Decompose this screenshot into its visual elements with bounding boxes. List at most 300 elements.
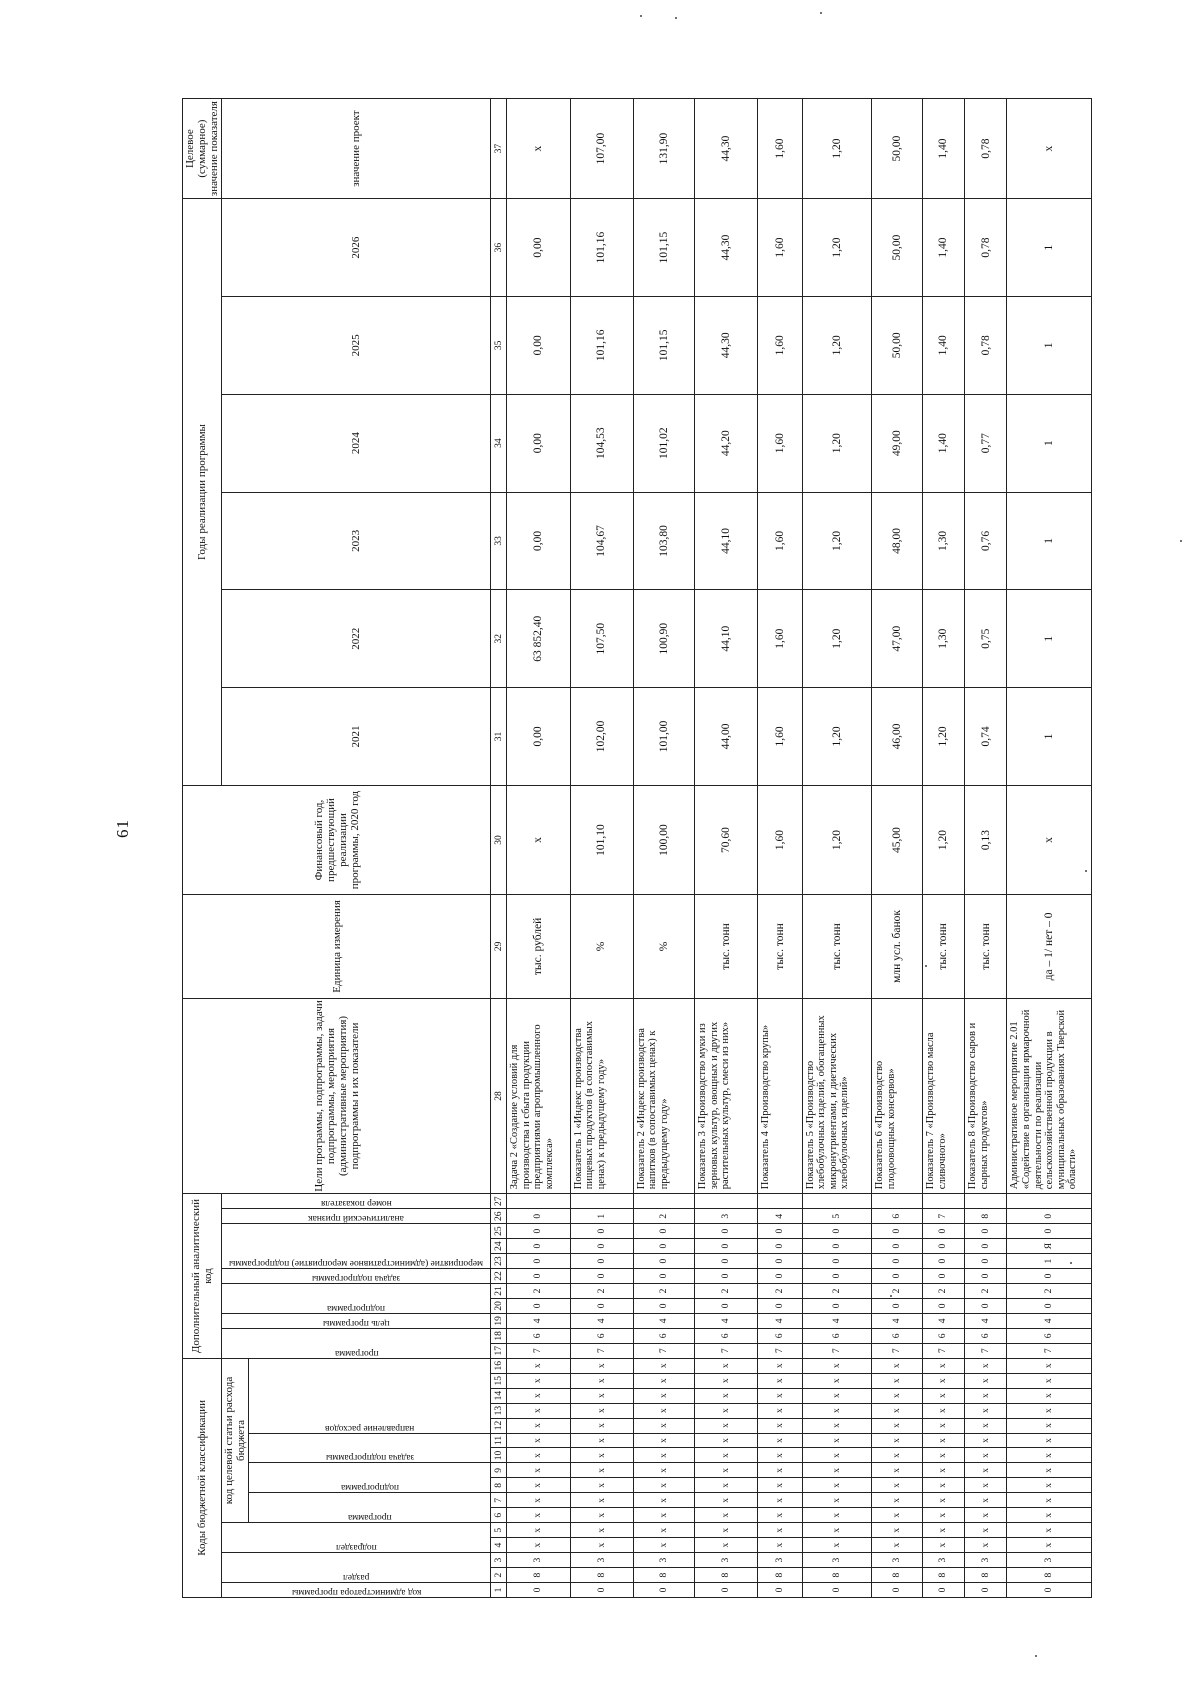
code-cell: 0 xyxy=(872,1239,923,1254)
indicators-table-rotated xyxy=(182,98,1092,1598)
code-cell: x xyxy=(1007,1523,1092,1538)
code-cell: x xyxy=(965,1463,1007,1478)
row-year-value: 44,20 xyxy=(695,394,758,492)
table-row xyxy=(633,99,694,1598)
row-year-value: 101,15 xyxy=(633,199,694,297)
code-cell-27 xyxy=(570,1194,633,1209)
header-row xyxy=(183,99,222,1598)
code-cell: x xyxy=(570,1358,633,1373)
code-cell: 0 xyxy=(507,1269,570,1284)
code-cell: x xyxy=(633,1448,694,1463)
row-year-value: 1,40 xyxy=(923,296,965,394)
row-year-value: 1,60 xyxy=(758,688,802,786)
code-cell: 0 xyxy=(570,1254,633,1269)
code-cell: x xyxy=(923,1433,965,1448)
code-cell: 0 xyxy=(570,1583,633,1598)
code-cell: x xyxy=(872,1508,923,1523)
code-cell: 7 xyxy=(570,1343,633,1358)
column-number: 28 xyxy=(491,998,507,1194)
code-cell: x xyxy=(1007,1418,1092,1433)
code-cell: x xyxy=(633,1508,694,1523)
code-cell: x xyxy=(965,1493,1007,1508)
row-unit: тыс. тонн xyxy=(923,895,965,999)
code-cell: x xyxy=(923,1403,965,1418)
row-description: Показатель 3 «Производство муки из зерновых культур, овощных и других растительных культур, смеси из них» xyxy=(695,998,758,1194)
code-cell: 0 xyxy=(965,1224,1007,1239)
code-cell: x xyxy=(872,1388,923,1403)
row-base-value: 1,20 xyxy=(802,785,872,894)
code-cell: 3 xyxy=(872,1553,923,1568)
code-cell: 0 xyxy=(758,1224,802,1239)
code-cell: x xyxy=(965,1403,1007,1418)
table-row xyxy=(695,99,758,1598)
code-cell: 0 xyxy=(965,1583,1007,1598)
code-cell: x xyxy=(570,1493,633,1508)
code-cell: 8 xyxy=(758,1568,802,1583)
code-cell: 2 xyxy=(965,1283,1007,1298)
row-year-value: 1,20 xyxy=(802,199,872,297)
header-target-group: Целевое (суммарное) значение показателя xyxy=(183,99,222,199)
row-year-value: 101,00 xyxy=(633,688,694,786)
column-number: 8 xyxy=(491,1478,507,1493)
code-cell: 0 xyxy=(923,1583,965,1598)
row-year-value: 0,00 xyxy=(507,296,570,394)
code-cell: x xyxy=(872,1478,923,1493)
code-cell: 6 xyxy=(570,1328,633,1343)
code-cell: x xyxy=(507,1448,570,1463)
column-number: 31 xyxy=(491,688,507,786)
code-cell: x xyxy=(695,1373,758,1388)
row-target-value: 0,78 xyxy=(965,99,1007,199)
code-cell: x xyxy=(1007,1478,1092,1493)
row-year-value: 1,60 xyxy=(758,199,802,297)
code-cell: 4 xyxy=(802,1313,872,1328)
code-cell: 6 xyxy=(965,1328,1007,1343)
code-cell: x xyxy=(1007,1403,1092,1418)
code-cell: 2 xyxy=(570,1283,633,1298)
header-kcsr: код целевой статьи расхода бюджета xyxy=(222,1358,249,1522)
code-cell: x xyxy=(965,1508,1007,1523)
row-year-value: 44,30 xyxy=(695,296,758,394)
code-cell: 7 xyxy=(923,1343,965,1358)
column-number: 1 xyxy=(491,1583,507,1598)
table-row xyxy=(1007,99,1092,1598)
code-cell: x xyxy=(758,1463,802,1478)
code-cell: x xyxy=(507,1538,570,1553)
row-description: Показатель 5 «Производство хлебобулочных изделий, обогащенных микронутриентами, и диетических хлебобулочных изделий» xyxy=(802,998,872,1194)
row-year-value: 44,00 xyxy=(695,688,758,786)
code-cell: 7 xyxy=(965,1343,1007,1358)
code-cell: 4 xyxy=(507,1313,570,1328)
header-codes-bk: Коды бюджетной классификации xyxy=(183,1358,222,1597)
code-cell: 0 xyxy=(923,1269,965,1284)
code-cell: 3 xyxy=(758,1553,802,1568)
header-dop-podprogramma: подпрограмма xyxy=(222,1283,491,1313)
code-cell: x xyxy=(923,1508,965,1523)
code-cell: x xyxy=(633,1388,694,1403)
code-cell: 0 xyxy=(923,1239,965,1254)
code-cell: x xyxy=(507,1493,570,1508)
row-target-value: 1,40 xyxy=(923,99,965,199)
header-razdel: раздел xyxy=(222,1553,491,1583)
code-cell: 8 xyxy=(965,1568,1007,1583)
row-year-value: 1,20 xyxy=(923,688,965,786)
code-cell: 1 xyxy=(570,1209,633,1224)
code-cell: 0 xyxy=(1007,1583,1092,1598)
code-cell: 0 xyxy=(507,1254,570,1269)
code-cell: x xyxy=(633,1538,694,1553)
column-number: 7 xyxy=(491,1493,507,1508)
column-number: 19 xyxy=(491,1313,507,1328)
column-number: 36 xyxy=(491,199,507,297)
row-year-value: 100,90 xyxy=(633,590,694,688)
header-year: 2022 xyxy=(222,590,491,688)
row-year-value: 107,50 xyxy=(570,590,633,688)
row-target-value: 1,60 xyxy=(758,99,802,199)
code-cell: 7 xyxy=(923,1209,965,1224)
column-number: 2 xyxy=(491,1568,507,1583)
code-cell: 0 xyxy=(570,1269,633,1284)
row-year-value: 101,02 xyxy=(633,394,694,492)
code-cell: x xyxy=(802,1403,872,1418)
code-cell-27 xyxy=(1007,1194,1092,1209)
scan-speck xyxy=(820,12,822,14)
code-cell: x xyxy=(1007,1358,1092,1373)
code-cell: 8 xyxy=(923,1568,965,1583)
row-description: Показатель 7 «Производство масла сливочного» xyxy=(923,998,965,1194)
code-cell: 8 xyxy=(507,1568,570,1583)
code-cell: x xyxy=(1007,1433,1092,1448)
code-cell-27 xyxy=(923,1194,965,1209)
code-cell: x xyxy=(923,1373,965,1388)
header-row xyxy=(491,99,507,1598)
table-row xyxy=(570,99,633,1598)
code-cell: 0 xyxy=(695,1239,758,1254)
code-cell: 0 xyxy=(570,1298,633,1313)
code-cell: x xyxy=(802,1448,872,1463)
column-number: 23 xyxy=(491,1254,507,1269)
header-dop-priznak: аналитический признак xyxy=(222,1209,491,1224)
column-number: 13 xyxy=(491,1403,507,1418)
code-cell: 6 xyxy=(1007,1328,1092,1343)
code-cell: x xyxy=(1007,1463,1092,1478)
scan-speck xyxy=(1035,1655,1037,1657)
code-cell: x xyxy=(965,1523,1007,1538)
row-description: Задача 2 «Создание условий для производства и сбыта продукции предприятиями агропромышленного комплекса» xyxy=(507,998,570,1194)
code-cell: 2 xyxy=(923,1283,965,1298)
code-cell: 0 xyxy=(758,1254,802,1269)
code-cell: 0 xyxy=(758,1239,802,1254)
column-number: 6 xyxy=(491,1508,507,1523)
code-cell: 6 xyxy=(633,1328,694,1343)
code-cell: x xyxy=(965,1448,1007,1463)
code-cell: x xyxy=(758,1403,802,1418)
scan-speck xyxy=(640,15,642,17)
code-cell: x xyxy=(570,1403,633,1418)
code-cell: x xyxy=(758,1478,802,1493)
row-year-value: 1,60 xyxy=(758,492,802,590)
code-cell: x xyxy=(633,1358,694,1373)
column-number: 15 xyxy=(491,1373,507,1388)
row-base-value: 101,10 xyxy=(570,785,633,894)
row-year-value: 44,30 xyxy=(695,199,758,297)
code-cell: x xyxy=(633,1523,694,1538)
header-zadacha-podprogrammy: задача подпрограммы xyxy=(248,1433,491,1463)
code-cell: x xyxy=(758,1493,802,1508)
code-cell: x xyxy=(923,1523,965,1538)
code-cell: x xyxy=(802,1358,872,1373)
row-unit: да – 1/ нет – 0 xyxy=(1007,895,1092,999)
code-cell: 0 xyxy=(1007,1224,1092,1239)
code-cell: x xyxy=(633,1433,694,1448)
column-number: 18 xyxy=(491,1328,507,1343)
header-goals: Цели программы, подпрограммы, задачи подпрограммы, мероприятия (административные мероприятия) подпрограммы и их показатели xyxy=(183,998,491,1194)
column-number: 9 xyxy=(491,1463,507,1478)
header-podprogramma: подпрограмма xyxy=(248,1463,491,1493)
code-cell: x xyxy=(872,1493,923,1508)
code-cell: x xyxy=(872,1448,923,1463)
row-year-value: 1,60 xyxy=(758,590,802,688)
code-cell: 0 xyxy=(507,1239,570,1254)
header-admin-code: код администратора программы xyxy=(222,1583,491,1598)
header-dop-zadacha: задача подпрограммы xyxy=(222,1269,491,1284)
code-cell: 2 xyxy=(633,1209,694,1224)
column-number: 20 xyxy=(491,1298,507,1313)
code-cell: 0 xyxy=(965,1298,1007,1313)
code-cell: 1 xyxy=(1007,1254,1092,1269)
row-year-value: 1,60 xyxy=(758,394,802,492)
code-cell: 4 xyxy=(758,1313,802,1328)
code-cell: 0 xyxy=(1007,1209,1092,1224)
code-cell: x xyxy=(872,1538,923,1553)
row-description: Показатель 8 «Производство сыров и сырных продуктов» xyxy=(965,998,1007,1194)
column-number: 16 xyxy=(491,1358,507,1373)
row-description: Показатель 4 «Производство крупы» xyxy=(758,998,802,1194)
code-cell: x xyxy=(802,1478,872,1493)
code-cell: x xyxy=(570,1538,633,1553)
row-year-value: 104,67 xyxy=(570,492,633,590)
code-cell: 3 xyxy=(802,1553,872,1568)
row-base-value: x xyxy=(507,785,570,894)
column-number: 22 xyxy=(491,1269,507,1284)
code-cell: x xyxy=(633,1418,694,1433)
row-description: Показатель 6 «Производство плодоовощных консервов» xyxy=(872,998,923,1194)
code-cell: 0 xyxy=(802,1254,872,1269)
code-cell: 2 xyxy=(872,1283,923,1298)
code-cell: x xyxy=(965,1358,1007,1373)
code-cell: x xyxy=(872,1373,923,1388)
code-cell: 4 xyxy=(1007,1313,1092,1328)
table-row xyxy=(802,99,872,1598)
row-base-value: 0,13 xyxy=(965,785,1007,894)
row-unit: тыс. тонн xyxy=(758,895,802,999)
row-base-value: 1,60 xyxy=(758,785,802,894)
header-dop-cel: цель программы xyxy=(222,1313,491,1328)
code-cell: 8 xyxy=(872,1568,923,1583)
code-cell: x xyxy=(923,1448,965,1463)
code-cell: x xyxy=(872,1403,923,1418)
row-year-value: 1 xyxy=(1007,199,1092,297)
row-year-value: 101,15 xyxy=(633,296,694,394)
code-cell: 2 xyxy=(695,1283,758,1298)
code-cell: x xyxy=(570,1388,633,1403)
header-dop-meropriyatie: мероприятие (административное мероприятие) подпрограммы xyxy=(222,1224,491,1269)
row-year-value: 1,30 xyxy=(923,590,965,688)
code-cell: x xyxy=(872,1433,923,1448)
row-year-value: 1 xyxy=(1007,688,1092,786)
code-cell: 0 xyxy=(695,1298,758,1313)
scan-speck xyxy=(925,965,927,967)
row-year-value: 101,16 xyxy=(570,199,633,297)
code-cell: x xyxy=(802,1493,872,1508)
code-cell: x xyxy=(758,1358,802,1373)
code-cell: x xyxy=(695,1538,758,1553)
row-year-value: 0,00 xyxy=(507,199,570,297)
column-number: 10 xyxy=(491,1448,507,1463)
row-year-value: 46,00 xyxy=(872,688,923,786)
code-cell: x xyxy=(633,1478,694,1493)
code-cell: 0 xyxy=(695,1254,758,1269)
row-year-value: 101,16 xyxy=(570,296,633,394)
code-cell: 0 xyxy=(923,1254,965,1269)
code-cell: 6 xyxy=(758,1328,802,1343)
code-cell: x xyxy=(758,1433,802,1448)
code-cell: 0 xyxy=(923,1224,965,1239)
row-year-value: 50,00 xyxy=(872,296,923,394)
code-cell: 7 xyxy=(633,1343,694,1358)
code-cell-27 xyxy=(758,1194,802,1209)
code-cell: 2 xyxy=(633,1283,694,1298)
code-cell: x xyxy=(633,1373,694,1388)
code-cell: 6 xyxy=(872,1328,923,1343)
code-cell-27 xyxy=(802,1194,872,1209)
row-year-value: 48,00 xyxy=(872,492,923,590)
code-cell: x xyxy=(872,1358,923,1373)
code-cell: x xyxy=(1007,1388,1092,1403)
code-cell-27 xyxy=(872,1194,923,1209)
row-year-value: 1,20 xyxy=(802,688,872,786)
code-cell-27 xyxy=(633,1194,694,1209)
header-year: 2021 xyxy=(222,688,491,786)
code-cell: 0 xyxy=(923,1298,965,1313)
code-cell: x xyxy=(923,1538,965,1553)
code-cell: x xyxy=(507,1463,570,1478)
code-cell: 7 xyxy=(507,1343,570,1358)
code-cell: 3 xyxy=(695,1209,758,1224)
code-cell: 0 xyxy=(965,1239,1007,1254)
code-cell: 0 xyxy=(695,1224,758,1239)
code-cell: x xyxy=(570,1478,633,1493)
code-cell: 5 xyxy=(802,1209,872,1224)
code-cell: x xyxy=(633,1463,694,1478)
code-cell: 0 xyxy=(872,1269,923,1284)
code-cell: x xyxy=(1007,1508,1092,1523)
code-cell: 0 xyxy=(633,1239,694,1254)
code-cell: 0 xyxy=(872,1583,923,1598)
row-target-value: x xyxy=(507,99,570,199)
code-cell-27 xyxy=(965,1194,1007,1209)
code-cell-27 xyxy=(695,1194,758,1209)
row-year-value: 1,40 xyxy=(923,199,965,297)
table-row xyxy=(872,99,923,1598)
table-row xyxy=(965,99,1007,1598)
row-year-value: 1,20 xyxy=(802,492,872,590)
row-year-value: 102,00 xyxy=(570,688,633,786)
code-cell: x xyxy=(965,1373,1007,1388)
code-cell: 8 xyxy=(965,1209,1007,1224)
header-year: 2023 xyxy=(222,492,491,590)
code-cell: 3 xyxy=(633,1553,694,1568)
row-base-value: x xyxy=(1007,785,1092,894)
code-cell: 0 xyxy=(802,1224,872,1239)
code-cell: x xyxy=(695,1448,758,1463)
code-cell: x xyxy=(802,1418,872,1433)
row-year-value: 0,74 xyxy=(965,688,1007,786)
column-number: 30 xyxy=(491,785,507,894)
scan-speck xyxy=(890,1295,892,1297)
code-cell: x xyxy=(923,1388,965,1403)
header-podrazdel: подраздел xyxy=(222,1523,491,1553)
code-cell: x xyxy=(802,1463,872,1478)
code-cell: x xyxy=(923,1493,965,1508)
row-target-value: 107,00 xyxy=(570,99,633,199)
header-dop-programma: программа xyxy=(222,1328,491,1358)
code-cell: 0 xyxy=(802,1269,872,1284)
row-target-value: x xyxy=(1007,99,1092,199)
column-number: 32 xyxy=(491,590,507,688)
row-year-value: 1 xyxy=(1007,492,1092,590)
row-year-value: 44,10 xyxy=(695,590,758,688)
code-cell: 4 xyxy=(872,1313,923,1328)
code-cell: 3 xyxy=(570,1553,633,1568)
code-cell: x xyxy=(570,1433,633,1448)
row-year-value: 103,80 xyxy=(633,492,694,590)
code-cell: 4 xyxy=(758,1209,802,1224)
column-number: 37 xyxy=(491,99,507,199)
code-cell: 0 xyxy=(872,1298,923,1313)
code-cell: x xyxy=(965,1418,1007,1433)
code-cell: x xyxy=(695,1433,758,1448)
header-year: 2025 xyxy=(222,296,491,394)
code-cell: 7 xyxy=(1007,1343,1092,1358)
row-unit: % xyxy=(570,895,633,999)
table-row xyxy=(507,99,570,1598)
row-target-value: 44,30 xyxy=(695,99,758,199)
code-cell: x xyxy=(965,1433,1007,1448)
row-description: Показатель 1 «Индекс производства пищевых продуктов (в сопоставимых ценах) к предыдущему году» xyxy=(570,998,633,1194)
column-number: 12 xyxy=(491,1418,507,1433)
code-cell: x xyxy=(1007,1373,1092,1388)
code-cell: 0 xyxy=(1007,1269,1092,1284)
code-cell: x xyxy=(507,1373,570,1388)
code-cell: 0 xyxy=(758,1298,802,1313)
code-cell: x xyxy=(872,1463,923,1478)
row-year-value: 49,00 xyxy=(872,394,923,492)
scan-speck xyxy=(1085,870,1087,872)
code-cell: 0 xyxy=(570,1239,633,1254)
code-cell: x xyxy=(802,1373,872,1388)
code-cell: 0 xyxy=(802,1298,872,1313)
code-cell: x xyxy=(923,1478,965,1493)
code-cell: x xyxy=(507,1403,570,1418)
row-year-value: 1,40 xyxy=(923,394,965,492)
row-year-value: 50,00 xyxy=(872,199,923,297)
code-cell: x xyxy=(570,1523,633,1538)
code-cell: x xyxy=(802,1538,872,1553)
code-cell: 6 xyxy=(695,1328,758,1343)
code-cell: x xyxy=(872,1418,923,1433)
row-description: Показатель 2 «Индекс производства напитков (в сопоставимых ценах) к предыдущему году» xyxy=(633,998,694,1194)
